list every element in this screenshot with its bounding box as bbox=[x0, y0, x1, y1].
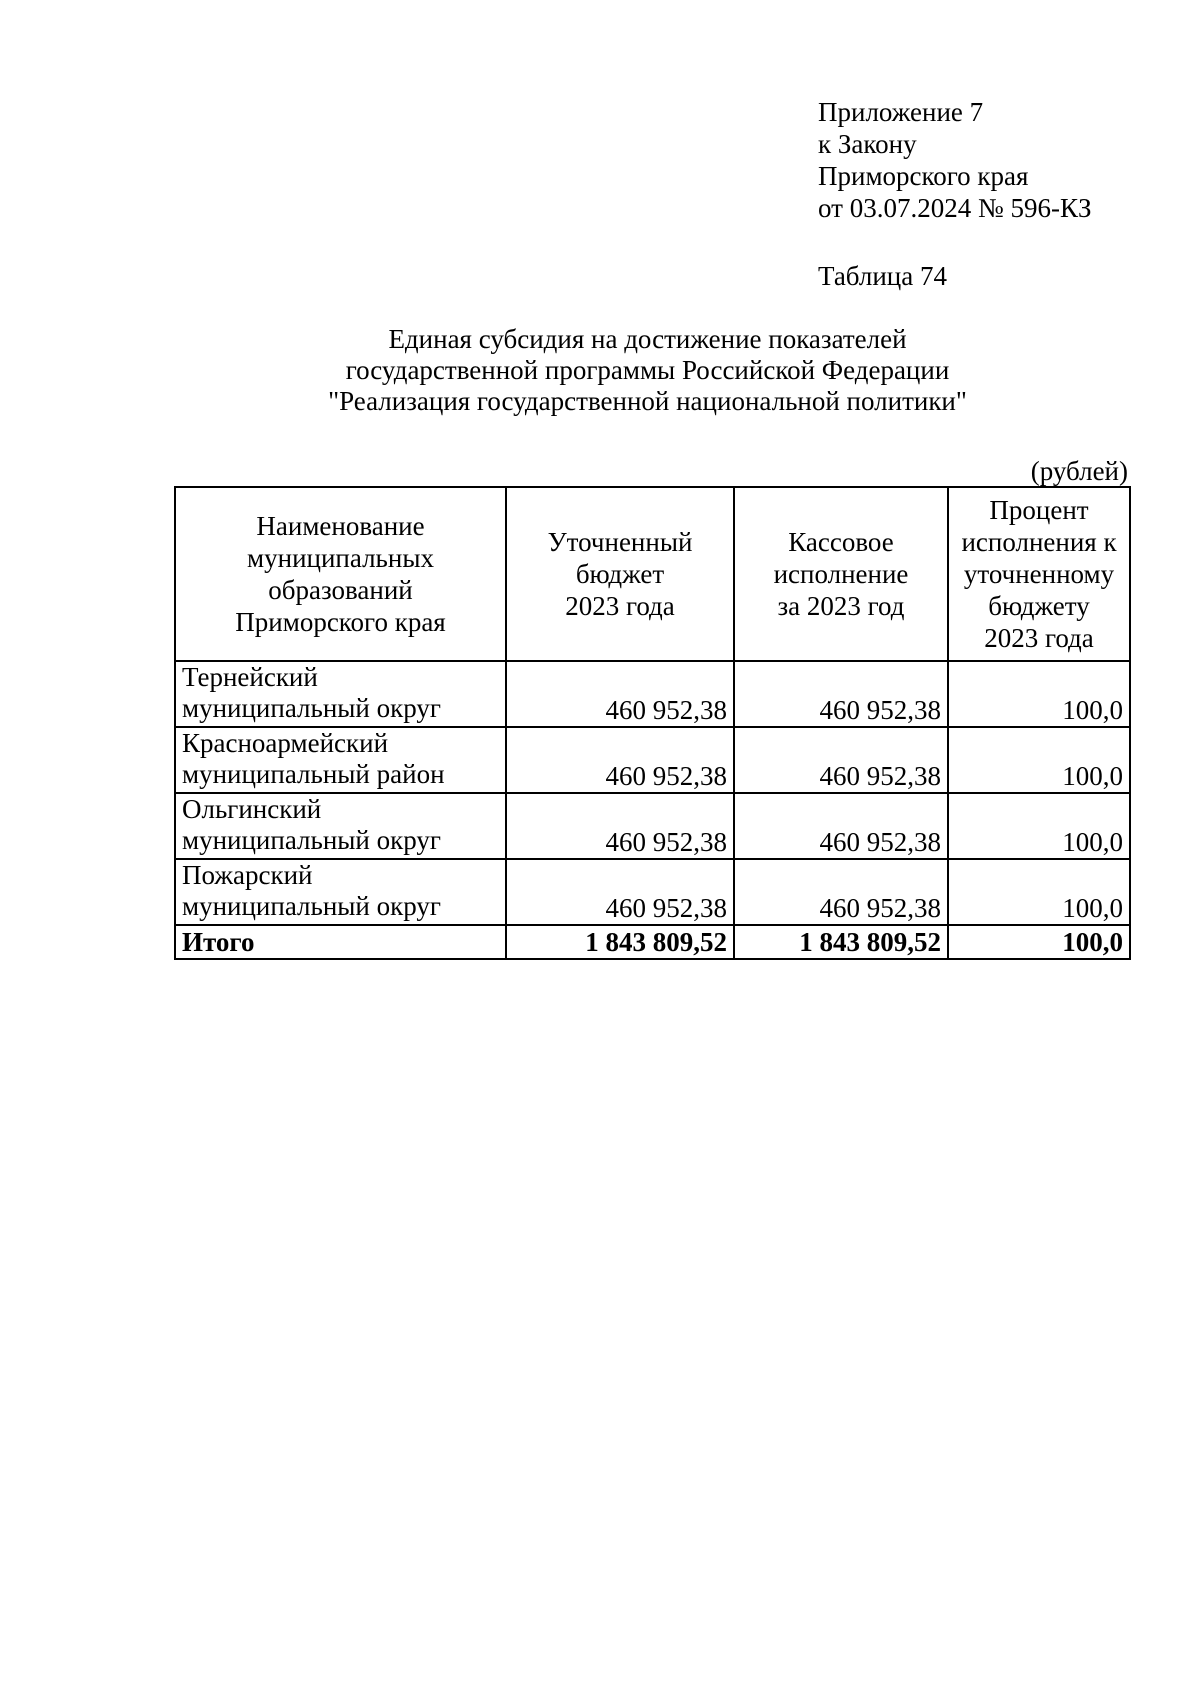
cell-total-execution: 1 843 809,52 bbox=[734, 925, 948, 959]
table-header-row bbox=[175, 487, 1130, 661]
cell-percent: 100,0 bbox=[948, 859, 1130, 925]
cell-municipality: Ольгинский муниципальный округ bbox=[175, 793, 506, 859]
appendix-line-4: от 03.07.2024 № 596-КЗ bbox=[818, 193, 1092, 223]
table-row bbox=[175, 661, 1130, 727]
header-budget: Уточненный бюджет 2023 года bbox=[506, 487, 734, 661]
cell-percent: 100,0 bbox=[948, 661, 1130, 727]
title-line-3: "Реализация государственной национальной политики" bbox=[328, 386, 967, 416]
subsidy-table bbox=[174, 486, 1131, 960]
table-row bbox=[175, 859, 1130, 925]
table-total-row bbox=[175, 925, 1130, 959]
appendix-reference bbox=[818, 96, 1091, 224]
header-execution: Кассовое исполнение за 2023 год bbox=[734, 487, 948, 661]
cell-municipality: Пожарский муниципальный округ bbox=[175, 859, 506, 925]
units-label: (рублей) bbox=[1030, 456, 1128, 486]
cell-budget: 460 952,38 bbox=[506, 661, 734, 727]
table-number: Таблица 74 bbox=[818, 261, 947, 291]
cell-execution: 460 952,38 bbox=[734, 727, 948, 793]
cell-municipality: Красноармейский муниципальный район bbox=[175, 727, 506, 793]
cell-budget: 460 952,38 bbox=[506, 727, 734, 793]
header-percent: Процент исполнения к уточненному бюджету 2023 года bbox=[948, 487, 1130, 661]
cell-municipality: Тернейский муниципальный округ bbox=[175, 661, 506, 727]
cell-execution: 460 952,38 bbox=[734, 859, 948, 925]
title-line-2: государственной программы Российской Федерации bbox=[345, 355, 950, 385]
cell-percent: 100,0 bbox=[948, 727, 1130, 793]
table-row bbox=[175, 727, 1130, 793]
document-title bbox=[175, 324, 1120, 417]
cell-budget: 460 952,38 bbox=[506, 793, 734, 859]
appendix-line-3: Приморского края bbox=[818, 161, 1029, 191]
appendix-line-1: Приложение 7 bbox=[818, 97, 984, 127]
cell-budget: 460 952,38 bbox=[506, 859, 734, 925]
table-row bbox=[175, 793, 1130, 859]
cell-total-percent: 100,0 bbox=[948, 925, 1130, 959]
appendix-line-2: к Закону bbox=[818, 129, 917, 159]
header-municipality: Наименование муниципальных образований Приморского края bbox=[175, 487, 506, 661]
title-line-1: Единая субсидия на достижение показателей bbox=[388, 324, 907, 354]
cell-total-budget: 1 843 809,52 bbox=[506, 925, 734, 959]
cell-total-label: Итого bbox=[175, 925, 506, 959]
cell-execution: 460 952,38 bbox=[734, 793, 948, 859]
cell-percent: 100,0 bbox=[948, 793, 1130, 859]
cell-execution: 460 952,38 bbox=[734, 661, 948, 727]
